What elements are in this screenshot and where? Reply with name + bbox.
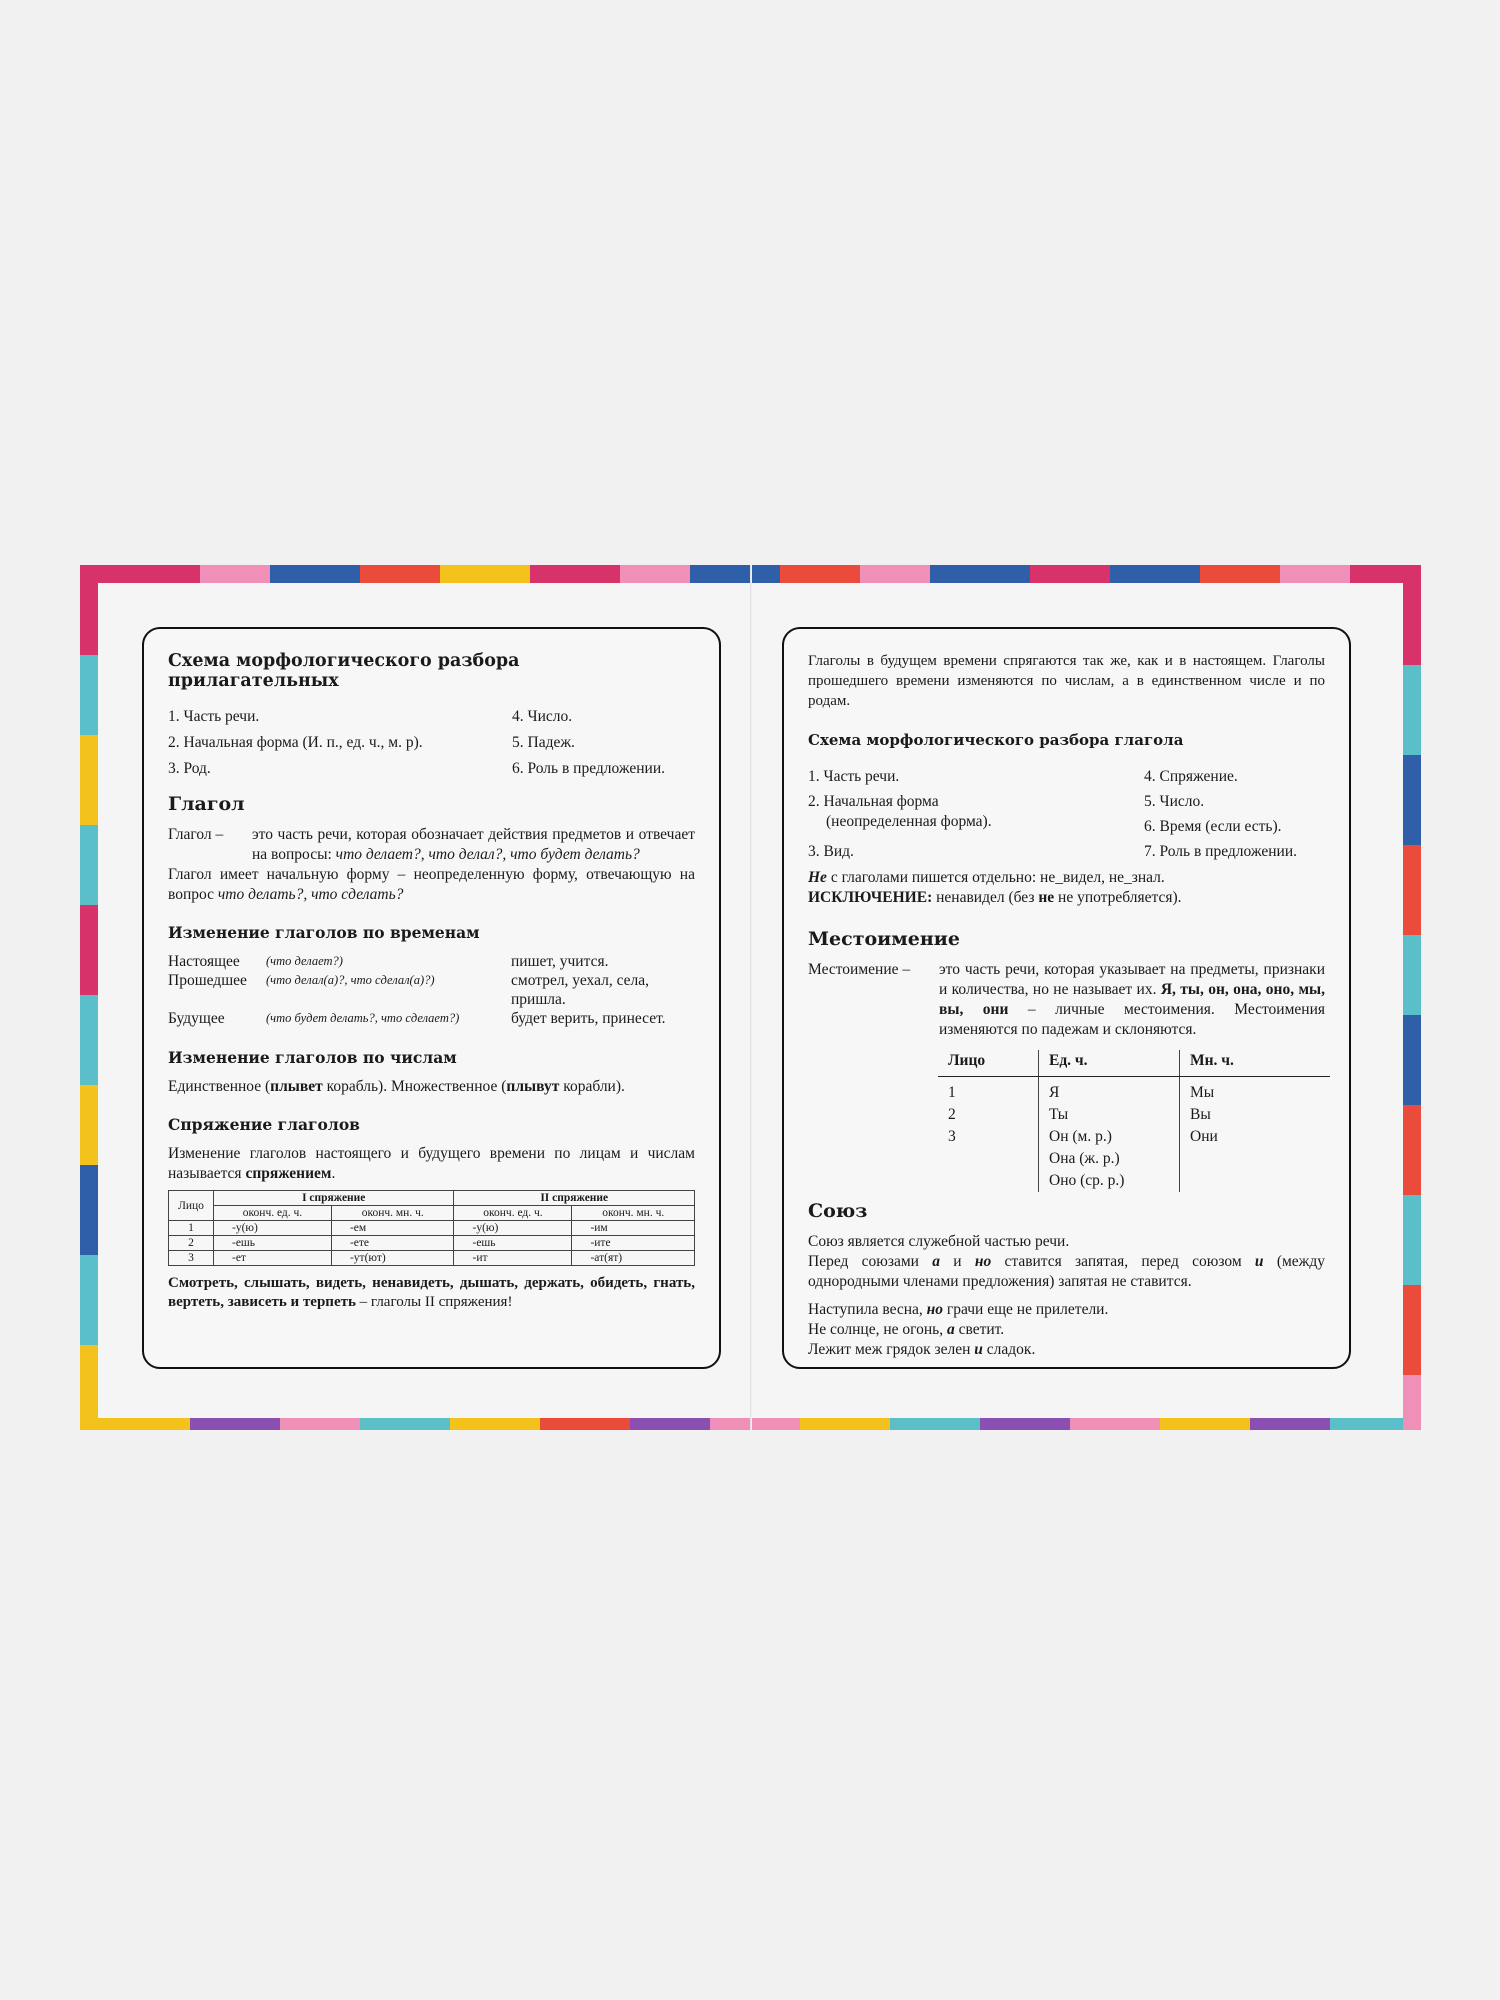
table-header: Лицо xyxy=(938,1050,1039,1077)
tense-list xyxy=(168,952,695,1028)
tense-name: Прошедшее xyxy=(168,972,247,989)
conjunction-heading: Союз xyxy=(808,1200,868,1222)
tense-example: пишет, учится. xyxy=(511,953,609,970)
list-item: 5. Число. xyxy=(1144,793,1205,810)
tense-question: (что делал(а)?, что сделал(а)?) xyxy=(266,973,435,987)
example-3: Лежит меж грядок зелен и сладок. xyxy=(808,1341,1036,1358)
table-subheader: оконч. мн. ч. xyxy=(572,1206,695,1221)
list-item: 6. Роль в предложении. xyxy=(512,760,666,777)
book-spread xyxy=(80,565,1421,1430)
future-tense-intro: Глаголы в будущем времени спрягаются так же, как и в настоящем. Глаголы прошедшего времени изменяются по числам, а в единственном числе и по родам. xyxy=(808,653,1325,709)
table-header-second-conj: II спряжение xyxy=(454,1191,695,1206)
conjunction-comma-rule: Перед союзами а и но ставится запятая, перед союзом и (между однородными членами предложения) запятая не ставится. xyxy=(808,1253,1326,1290)
table-row: 2 Ты Вы xyxy=(938,1104,1330,1126)
verb-heading: Глагол xyxy=(168,793,245,815)
left-page-card xyxy=(142,627,721,1369)
list-item: 2. Начальная форма (И. п., ед. ч., м. р). xyxy=(168,734,423,751)
exception-rule: ИСКЛЮЧЕНИЕ: ненавидел (без не не употребляется). xyxy=(808,889,1182,906)
list-item: 1. Часть речи. xyxy=(168,708,260,725)
table-header-person: Лицо xyxy=(169,1191,214,1221)
table-row: Она (ж. р.) xyxy=(938,1148,1330,1170)
tense-example: будет верить, принесет. xyxy=(511,1010,666,1027)
tense-question: (что будет делать?, что сделает?) xyxy=(266,1011,460,1025)
number-text: Единственное (плывет корабль). Множественное (плывут корабли). xyxy=(168,1078,625,1095)
example-2: Не солнце, не огонь, а светит. xyxy=(808,1321,1005,1338)
verb-definition xyxy=(168,825,695,865)
list-item: 7. Роль в предложении. xyxy=(1144,843,1298,860)
table-row: 2 -ешь -ете -ешь -ите xyxy=(169,1236,695,1251)
book-spine xyxy=(750,565,752,1430)
table-header-first-conj: I спряжение xyxy=(214,1191,454,1206)
conjugation-table xyxy=(168,1190,695,1266)
verb-scheme-list xyxy=(808,767,1325,862)
example-1: Наступила весна, но грачи еще не прилетели. xyxy=(808,1301,1109,1318)
tense-question: (что делает?) xyxy=(266,954,343,968)
pronoun-definition-text: это часть речи, которая указывает на предметы, признаки и количества, но не называет их. Я, ты, он, она, оно, мы, вы, они – личные местоимения. Местоимения изменяются по падежам и склоняются. xyxy=(939,961,1325,1038)
verb-definition-text: это часть речи, которая обозначает действия предметов и отвечает на вопросы: что делает?, что делал?, что будет делать? xyxy=(252,826,695,863)
table-row: 1 -у(ю) -ем -у(ю) -им xyxy=(169,1221,695,1236)
pronoun-definition xyxy=(808,960,1325,1040)
tense-name: Настоящее xyxy=(168,953,240,970)
tense-example: смотрел, уехал, села, пришла. xyxy=(511,972,650,1008)
table-row: 3 Он (м. р.) Они xyxy=(938,1126,1330,1148)
right-page-card xyxy=(782,627,1351,1369)
verb-term: Глагол – xyxy=(168,826,224,843)
number-heading: Изменение глаголов по числам xyxy=(168,1048,457,1067)
second-conj-exceptions: Смотреть, слышать, видеть, ненавидеть, дышать, держать, обидеть, гнать, вертеть, зависеть и терпеть – глаголы II спряжения! xyxy=(168,1275,695,1310)
table-row: Оно (ср. р.) xyxy=(938,1170,1330,1192)
conjugation-text: Изменение глаголов настоящего и будущего времени по лицам и числам называется спряжением. xyxy=(168,1145,695,1182)
table-row: 3 -ет -ут(ют) -ит -ат(ят) xyxy=(169,1251,695,1266)
table-subheader: оконч. мн. ч. xyxy=(331,1206,454,1221)
list-item: 4. Спряжение. xyxy=(1144,768,1238,785)
list-item: 2. Начальная форма xyxy=(808,793,939,810)
conjugation-heading: Спряжение глаголов xyxy=(168,1115,360,1134)
tense-name: Будущее xyxy=(168,1010,225,1027)
pronoun-term: Местоимение – xyxy=(808,961,911,978)
pronoun-heading: Местоимение xyxy=(808,928,960,950)
verb-infinitive-text: Глагол имеет начальную форму – неопределенную форму, отвечающую на вопрос что делать?, что сделать? xyxy=(168,866,695,903)
adjective-scheme-title: Схема морфологического разбора прилагательных xyxy=(168,651,520,691)
list-item: 3. Род. xyxy=(168,760,211,777)
table-row: 1 Я Мы xyxy=(938,1077,1330,1105)
tense-heading: Изменение глаголов по временам xyxy=(168,923,480,942)
list-item: (неопределенная форма). xyxy=(826,813,992,830)
verb-scheme-title: Схема морфологического разбора глагола xyxy=(808,731,1184,749)
table-header: Ед. ч. xyxy=(1039,1050,1180,1077)
list-item: 6. Время (если есть). xyxy=(1144,818,1282,835)
conjunction-def: Союз является служебной частью речи. xyxy=(808,1233,1070,1250)
list-item: 4. Число. xyxy=(512,708,573,725)
table-subheader: оконч. ед. ч. xyxy=(214,1206,332,1221)
adjective-scheme-list xyxy=(168,707,695,779)
list-item: 3. Вид. xyxy=(808,843,854,860)
ne-rule: Не с глаголами пишется отдельно: не_видел, не_знал. xyxy=(808,869,1165,886)
pronoun-table xyxy=(938,1050,1330,1192)
table-header: Мн. ч. xyxy=(1180,1050,1331,1077)
table-subheader: оконч. ед. ч. xyxy=(454,1206,572,1221)
list-item: 1. Часть речи. xyxy=(808,768,900,785)
list-item: 5. Падеж. xyxy=(512,734,575,751)
